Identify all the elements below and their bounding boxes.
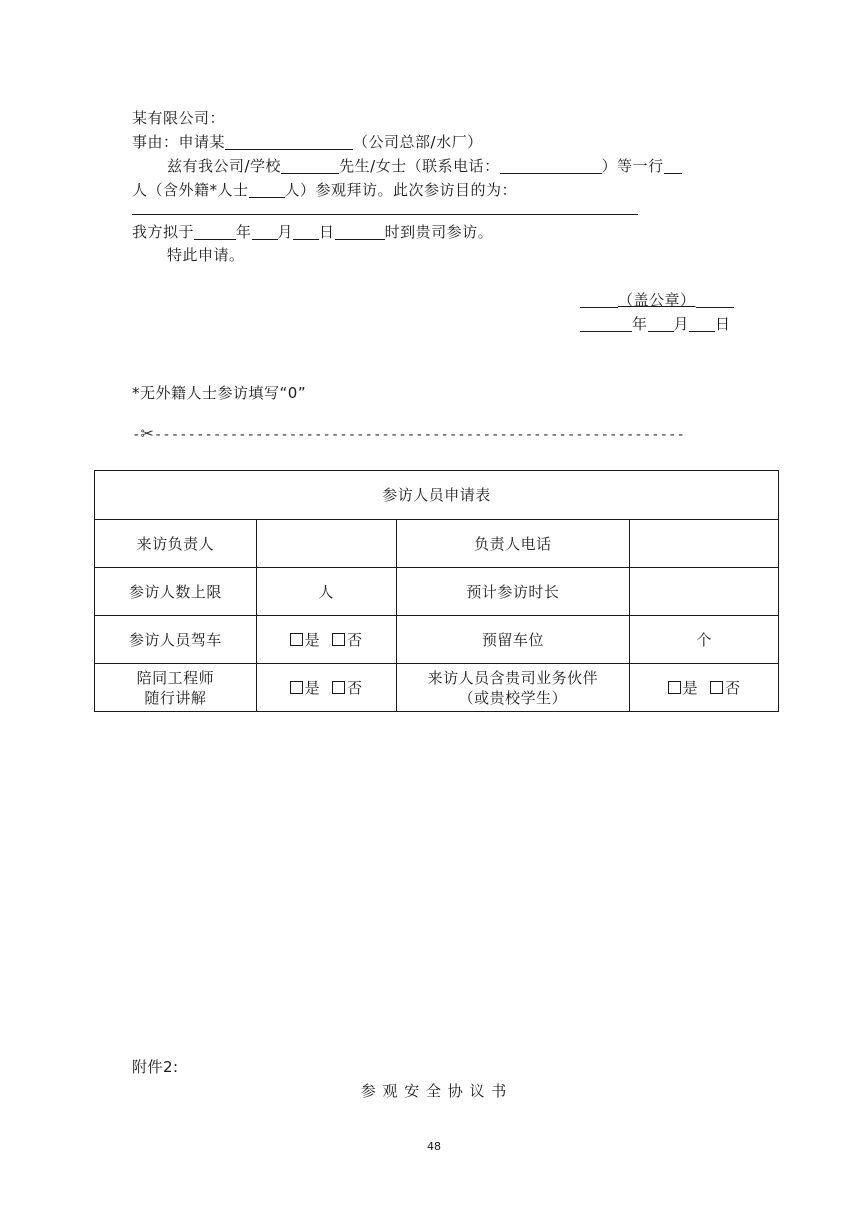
closing: 特此申请。 [167,246,245,264]
yes-label: 是 [682,678,699,697]
foreign-count-blank[interactable] [249,182,285,198]
engineer-guide-label-line2: 随行讲解 [144,688,207,707]
partner-no-checkbox[interactable] [710,681,723,694]
partner-choice-cell [630,664,779,712]
driving-no-checkbox[interactable] [332,633,345,646]
sign-year-label: 年 [632,315,648,333]
yes-label: 是 [304,678,321,697]
recipient: 某有限公司： [132,109,226,127]
no-label: 否 [347,630,363,649]
para2-a: 人（含外籍*人士 [132,181,249,199]
driving-label: 参访人员驾车 [95,616,257,664]
visit-date-line [132,222,493,242]
visitor-application-table [94,470,779,712]
leader-phone-label: 负责人电话 [396,520,630,568]
partner-label-line1: 来访人员含贵司业务伙伴 [427,668,599,687]
leader-value-cell[interactable] [256,520,396,568]
partner-yes-checkbox[interactable] [668,681,681,694]
para1-b: 先生/女士（联系电话： [339,157,500,175]
no-label: 否 [725,678,741,697]
engineer-yes-checkbox[interactable] [290,681,303,694]
para1-c: ）等一行 [601,157,664,175]
table-row [95,664,779,712]
foreign-note: *无外籍人士参访填写“0” [132,384,307,402]
para1-a: 兹有我公司/学校 [167,157,282,175]
visit-year-blank[interactable] [194,224,236,240]
leader-label: 来访负责人 [95,520,257,568]
paragraph-line-2 [132,180,517,200]
table-row [95,616,779,664]
cut-line: -✂--------------------------------------------------------------- [132,424,685,443]
driving-choice-cell [256,616,396,664]
paragraph-line-1 [167,156,682,176]
visit-hour-blank[interactable] [335,224,385,240]
sign-day-label: 日 [715,315,731,333]
year-label: 年 [236,223,252,241]
visit-month-blank[interactable] [252,224,278,240]
max-visitors-label: 参访人数上限 [95,568,257,616]
sign-month-blank[interactable] [648,316,674,332]
visit-duration-label: 预计参访时长 [396,568,630,616]
reason-prefix: 事由：申请某 [132,133,226,151]
seal-label: （盖公章） [618,291,696,309]
no-label: 否 [347,678,363,697]
engineer-no-checkbox[interactable] [332,681,345,694]
phone-blank[interactable] [500,158,602,174]
max-visitors-cell[interactable]: 人 [256,568,396,616]
table-row [95,520,779,568]
seal-line [580,290,734,310]
seal-blank-right[interactable] [696,292,734,308]
reason-suffix: （公司总部/水厂） [353,133,483,151]
visit-day-blank[interactable] [293,224,319,240]
sign-date-line [580,314,731,334]
table-row [95,568,779,616]
cut-dashes: --------------------------------------------------------------- [153,427,685,443]
sign-month-label: 月 [673,315,690,333]
parking-cell[interactable]: 个 [630,616,779,664]
engineer-choice-cell [256,664,396,712]
sign-day-blank[interactable] [689,316,715,332]
visit-duration-cell[interactable] [630,568,779,616]
company-blank[interactable] [281,158,339,174]
partner-label [396,664,630,712]
date-prefix: 我方拟于 [132,223,195,241]
party-size-blank[interactable] [664,158,682,174]
month-label: 月 [277,223,294,241]
attachment-label: 附件2: [132,1058,179,1076]
attachment-title: 参 观 安 全 协 议 书 [360,1082,508,1100]
purpose-blank-line[interactable] [132,214,638,215]
engineer-guide-label-line1: 陪同工程师 [136,668,215,687]
table-title: 参访人员申请表 [95,471,779,520]
reason-line [132,132,483,152]
day-label: 日 [319,223,335,241]
engineer-guide-label [95,664,257,712]
page-number: 48 [427,1140,441,1153]
reason-blank[interactable] [225,134,353,150]
leader-phone-cell[interactable] [630,520,779,568]
scissors-icon: ✂ [140,424,154,443]
parking-label: 预留车位 [396,616,630,664]
para2-b: 人）参观拜访。此次参访目的为： [284,181,518,199]
yes-label: 是 [304,630,321,649]
seal-blank[interactable] [580,292,618,308]
driving-yes-checkbox[interactable] [290,633,303,646]
sign-year-blank[interactable] [580,316,632,332]
date-suffix: 时到贵司参访。 [384,223,494,241]
partner-label-line2: （或贵校学生） [458,688,568,707]
